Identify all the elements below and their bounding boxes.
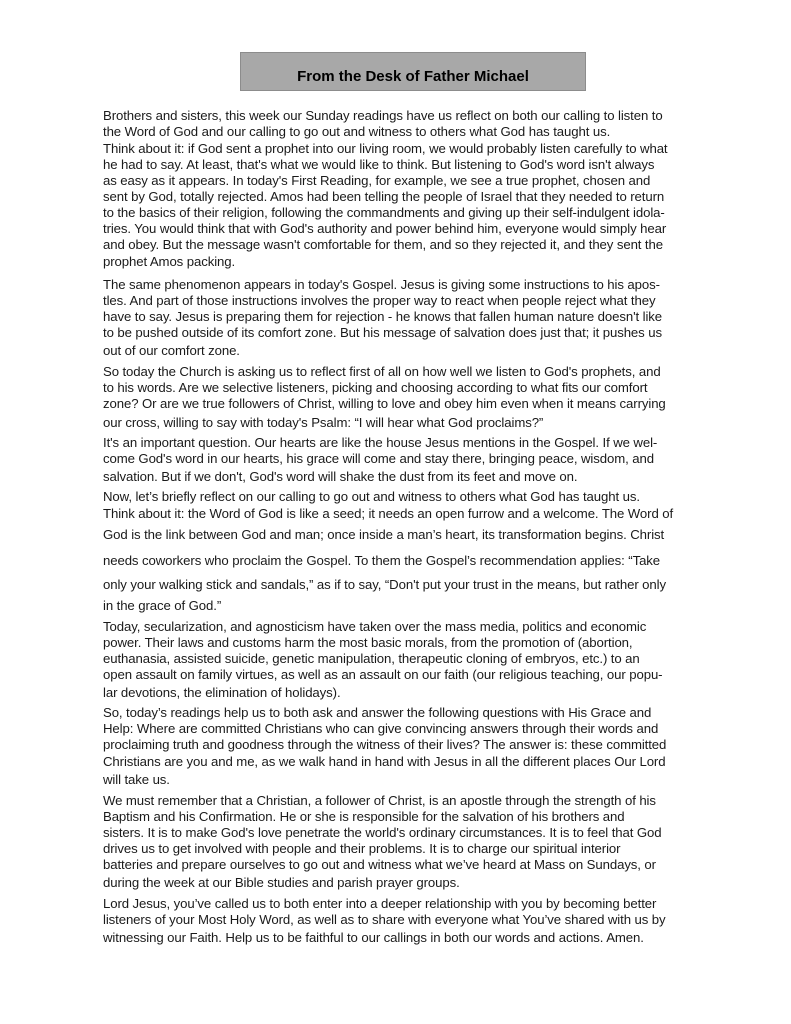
text-line: Think about it: the Word of God is like a seed; it needs an open furrow and a welcome. The Word of bbox=[103, 506, 674, 521]
text-line: power. Their laws and customs harm the most basic morals, from the promotion of (abortion, bbox=[103, 635, 633, 650]
text-line: out of our comfort zone. bbox=[103, 343, 240, 358]
text-line: The same phenomenon appears in today's Gospel. Jesus is giving some instructions to his apos- bbox=[103, 277, 660, 292]
text-line: God is the link between God and man; once inside a man’s heart, its transformation begins. Christ bbox=[103, 527, 665, 542]
text-line: So today the Church is asking us to reflect first of all on how well we listen to God's prophets, and bbox=[103, 364, 661, 379]
text-line: Now, let’s briefly reflect on our calling to go out and witness to others what God has taught us. bbox=[103, 489, 640, 504]
text-line: our cross, willing to say with today's Psalm: “I will hear what God proclaims?” bbox=[103, 415, 544, 430]
text-line: will take us. bbox=[103, 772, 170, 787]
text-line: open assault on family virtues, as well as an assault on our faith (our religious teaching, our popu- bbox=[103, 667, 663, 682]
text-line: We must remember that a Christian, a follower of Christ, is an apostle through the strength of his bbox=[103, 793, 656, 808]
text-line: have to say. Jesus is preparing them for rejection - he knows that fallen human nature doesn't like bbox=[103, 309, 663, 324]
text-line: listeners of your Most Holy Word, as well as to share with everyone what You’ve shared with us by bbox=[103, 912, 666, 927]
text-line: to the basics of their religion, following the commandments and giving up their self-indulgent idola- bbox=[103, 205, 665, 220]
text-line: Baptism and his Confirmation. He or she is responsible for the salvation of his brothers and bbox=[103, 809, 625, 824]
text-line: tles. And part of those instructions involves the proper way to react when people reject what they bbox=[103, 293, 656, 308]
text-line: tries. You would think that with God's authority and power behind him, everyone would simply hear bbox=[103, 221, 667, 236]
text-line: Brothers and sisters, this week our Sunday readings have us reflect on both our calling to listen to bbox=[103, 108, 663, 123]
text-line: prophet Amos packing. bbox=[103, 254, 236, 269]
text-line: Christians are you and me, as we walk hand in hand with Jesus in all the different places Our Lord bbox=[103, 754, 666, 769]
text-line: as easy as it appears. In today's First Reading, for example, we see a true prophet, chosen and bbox=[103, 173, 651, 188]
text-line: needs coworkers who proclaim the Gospel. To them the Gospel’s recommendation applies: “Take bbox=[103, 553, 661, 568]
text-line: euthanasia, assisted suicide, genetic manipulation, therapeutic cloning of embryos, etc.) to an bbox=[103, 651, 640, 666]
text-line: to be pushed outside of its comfort zone. But his message of salvation does just that; it pushes us bbox=[103, 325, 662, 340]
text-line: proclaiming truth and goodness through the witness of their lives? The answer is: these committed bbox=[103, 737, 667, 752]
text-line: and obey. But the message wasn't comfortable for them, and so they rejected it, and they sent the bbox=[103, 237, 663, 252]
text-line: only your walking stick and sandals,” as if to say, “Don't put your trust in the means, but rather only bbox=[103, 577, 666, 592]
text-line: he had to say. At least, that's what we would like to think. But listening to God's word isn't always bbox=[103, 157, 655, 172]
text-line: witnessing our Faith. Help us to be faithful to our callings in both our words and actions. Amen. bbox=[103, 930, 644, 945]
text-line: It's an important question. Our hearts are like the house Jesus mentions in the Gospel. If we wel- bbox=[103, 435, 658, 450]
text-line: lar devotions, the elimination of holidays). bbox=[103, 685, 341, 700]
text-line: Lord Jesus, you’ve called us to both enter into a deeper relationship with you by becoming better bbox=[103, 896, 657, 911]
text-line: sent by God, totally rejected. Amos had been telling the people of Israel that they needed to return bbox=[103, 189, 665, 204]
text-line: Today, secularization, and agnosticism have taken over the mass media, politics and economic bbox=[103, 619, 647, 634]
text-line: salvation. But if we don't, God's word will shake the dust from its feet and move on. bbox=[103, 469, 578, 484]
header-box bbox=[240, 52, 586, 91]
text-line: Think about it: if God sent a prophet into our living room, we would probably listen carefully to what bbox=[103, 141, 668, 156]
text-line: the Word of God and our calling to go out and witness to others what God has taught us. bbox=[103, 124, 611, 139]
text-line: in the grace of God.” bbox=[103, 598, 222, 613]
text-line: come God's word in our hearts, his grace will come and stay there, bringing peace, wisdom, and bbox=[103, 451, 654, 466]
text-line: So, today’s readings help us to both ask and answer the following questions with His Grace and bbox=[103, 705, 652, 720]
text-line: zone? Or are we true followers of Christ, willing to love and obey him even when it means carrying bbox=[103, 396, 666, 411]
text-line: sisters. It is to make God's love penetrate the world's ordinary circumstances. It is to feel that God bbox=[103, 825, 662, 840]
page-title: From the Desk of Father Michael bbox=[297, 68, 529, 85]
text-line: batteries and prepare ourselves to go out and witness what we’ve heard at Mass on Sundays, or bbox=[103, 857, 656, 872]
text-line: during the week at our Bible studies and parish prayer groups. bbox=[103, 875, 460, 890]
text-line: drives us to get involved with people and their problems. It is to charge our spiritual interior bbox=[103, 841, 621, 856]
text-line: Help: Where are committed Christians who can give convincing answers through their words and bbox=[103, 721, 659, 736]
text-line: to his words. Are we selective listeners, picking and choosing according to what fits our comfort bbox=[103, 380, 648, 395]
